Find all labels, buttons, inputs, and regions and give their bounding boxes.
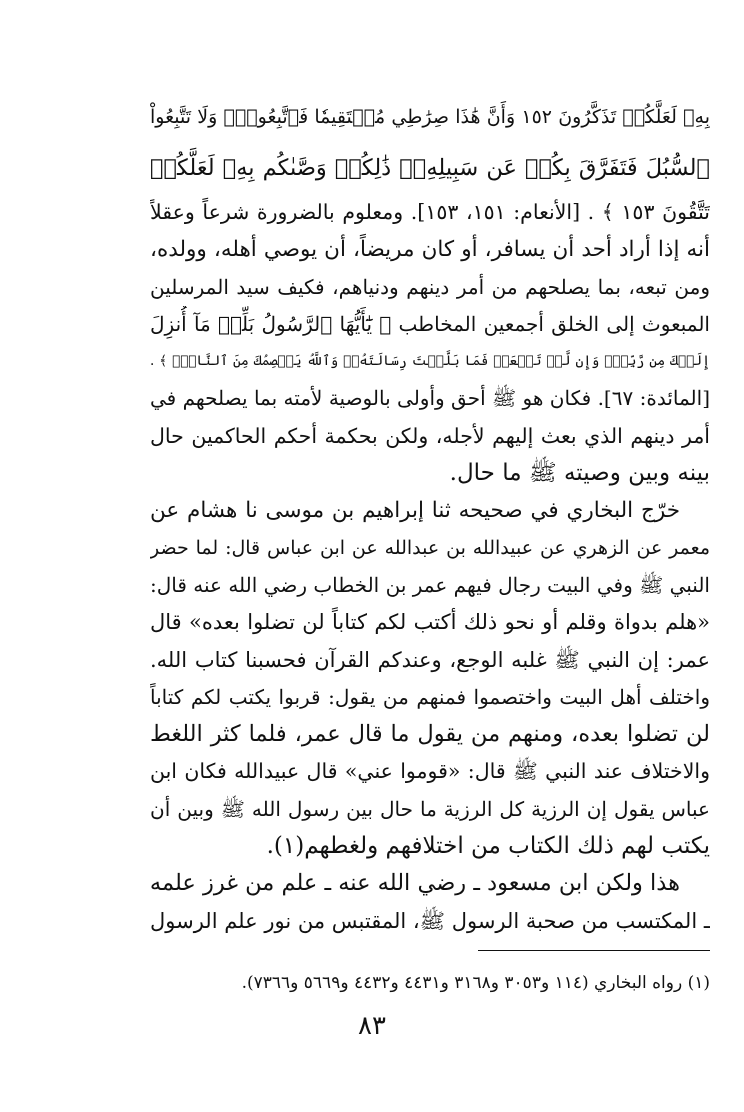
main-text: [150, 92, 710, 940]
quran-verse-line: بِهِۦ لَعَلَّكُمۡ تَذَكَّرُونَ ١٥٢ وَأَنَّ هَٰذَا صِرَٰطِي مُسۡتَقِيمٗا فَٱتَّبِعُوهُۖ وَلَا تَتَّبِعُواْ: [150, 106, 710, 128]
paragraph-start-line: هذا ولكن ابن مسعود ـ رضي الله عنه ـ علم من غرز علمه: [150, 870, 680, 897]
text-line: عباس يقول إن الرزية كل الرزية ما حال بين رسول الله ﷺ وبين أن: [150, 796, 710, 821]
text-line: أنه إذا أراد أحد أن يسافر، أو كان مريضاً، أن يوصي أهله، وولده،: [150, 237, 710, 263]
text-line: عمر: إن النبي ﷺ غلبه الوجع، وعندكم القرآن فحسبنا كتاب الله.: [150, 647, 710, 672]
text-line: تَتَّقُونَ ١٥٣ ﴾ . [الأنعام: ١٥١، ١٥٣]. ومعلوم بالضرورة شرعاً وعقلاً: [150, 200, 710, 224]
quran-verse-line: ٱلسُّبُلَ فَتَفَرَّقَ بِكُمۡ عَن سَبِيلِهِۦۚ ذَٰلِكُمۡ وَصَّىٰكُم بِهِۦ لَعَلَّكُمۡ: [150, 155, 710, 181]
text-line: أمر دينهم الذي بعث إليهم لأجله، ولكن بحكمة أحكم الحاكمين حال: [150, 423, 710, 448]
text-line: معمر عن الزهري عن عبيدالله بن عبدالله عن ابن عباس قال: لما حضر: [150, 536, 710, 559]
footnote: (١) رواه البخاري (١١٤ و٣٠٥٣ و٣١٦٨ و٤٤٣١ و٤٤٣٢ و٥٦٦٩ و٧٣٦٦).: [241, 973, 710, 993]
footnote-divider: [478, 950, 710, 951]
text-line: إِلَيۡكَ مِن رَّبِّكَۖ وَإِن لَّمۡ تَفۡعَلۡ فَمَا بَلَّغۡتَ رِسَالَتَهُۥۚ وَٱللَّهُ يَعۡصِمُكَ مِنَ ٱلنَّاسِۗ ﴾ .: [150, 353, 710, 370]
text-line: يكتب لهم ذلك الكتاب من اختلافهم ولغطهم(١).: [266, 833, 710, 860]
text-line: [المائدة: ٦٧]. فكان هو ﷺ أحق وأولى بالوصية لأمته بما يصلحهم في: [150, 386, 710, 411]
text-line: واختلف أهل البيت واختصموا فمنهم من يقول: قربوا يكتب لكم كتاباً: [150, 684, 710, 709]
paragraph-start-line: خرّج البخاري في صحيحه ثنا إبراهيم بن موسى نا هشام عن: [150, 498, 680, 524]
text-line: والاختلاف عند النبي ﷺ قال: «قوموا عني» قال عبيدالله فكان ابن: [150, 759, 710, 784]
text-line: «هلم بدواة وقلم أو نحو ذلك أكتب لكم كتاباً لن تضلوا بعده» قال: [150, 610, 710, 635]
text-line: المبعوث إلى الخلق أجمعين المخاطب ﴿ يَٰٓأَيُّهَا ٱلرَّسُولُ بَلِّغۡ مَآ أُنزِلَ: [150, 311, 710, 336]
page-number: ٨٣: [358, 1011, 386, 1041]
text-line: لن تضلوا بعده، ومنهم من يقول ما قال عمر، فلما كثر اللغط: [150, 721, 710, 748]
text-line: ـ المكتسب من صحبة الرسول ﷺ، المقتبس من نور علم الرسول: [150, 908, 710, 933]
text-line: ومن تبعه، بما يصلحهم من أمر دينهم ودنياهم، فكيف سيد المرسلين: [150, 274, 710, 299]
text-line: النبي ﷺ وفي البيت رجال فيهم عمر بن الخطاب رضي الله عنه قال:: [150, 572, 710, 597]
text-line: بينه وبين وصيته ﷺ ما حال.: [449, 460, 710, 487]
